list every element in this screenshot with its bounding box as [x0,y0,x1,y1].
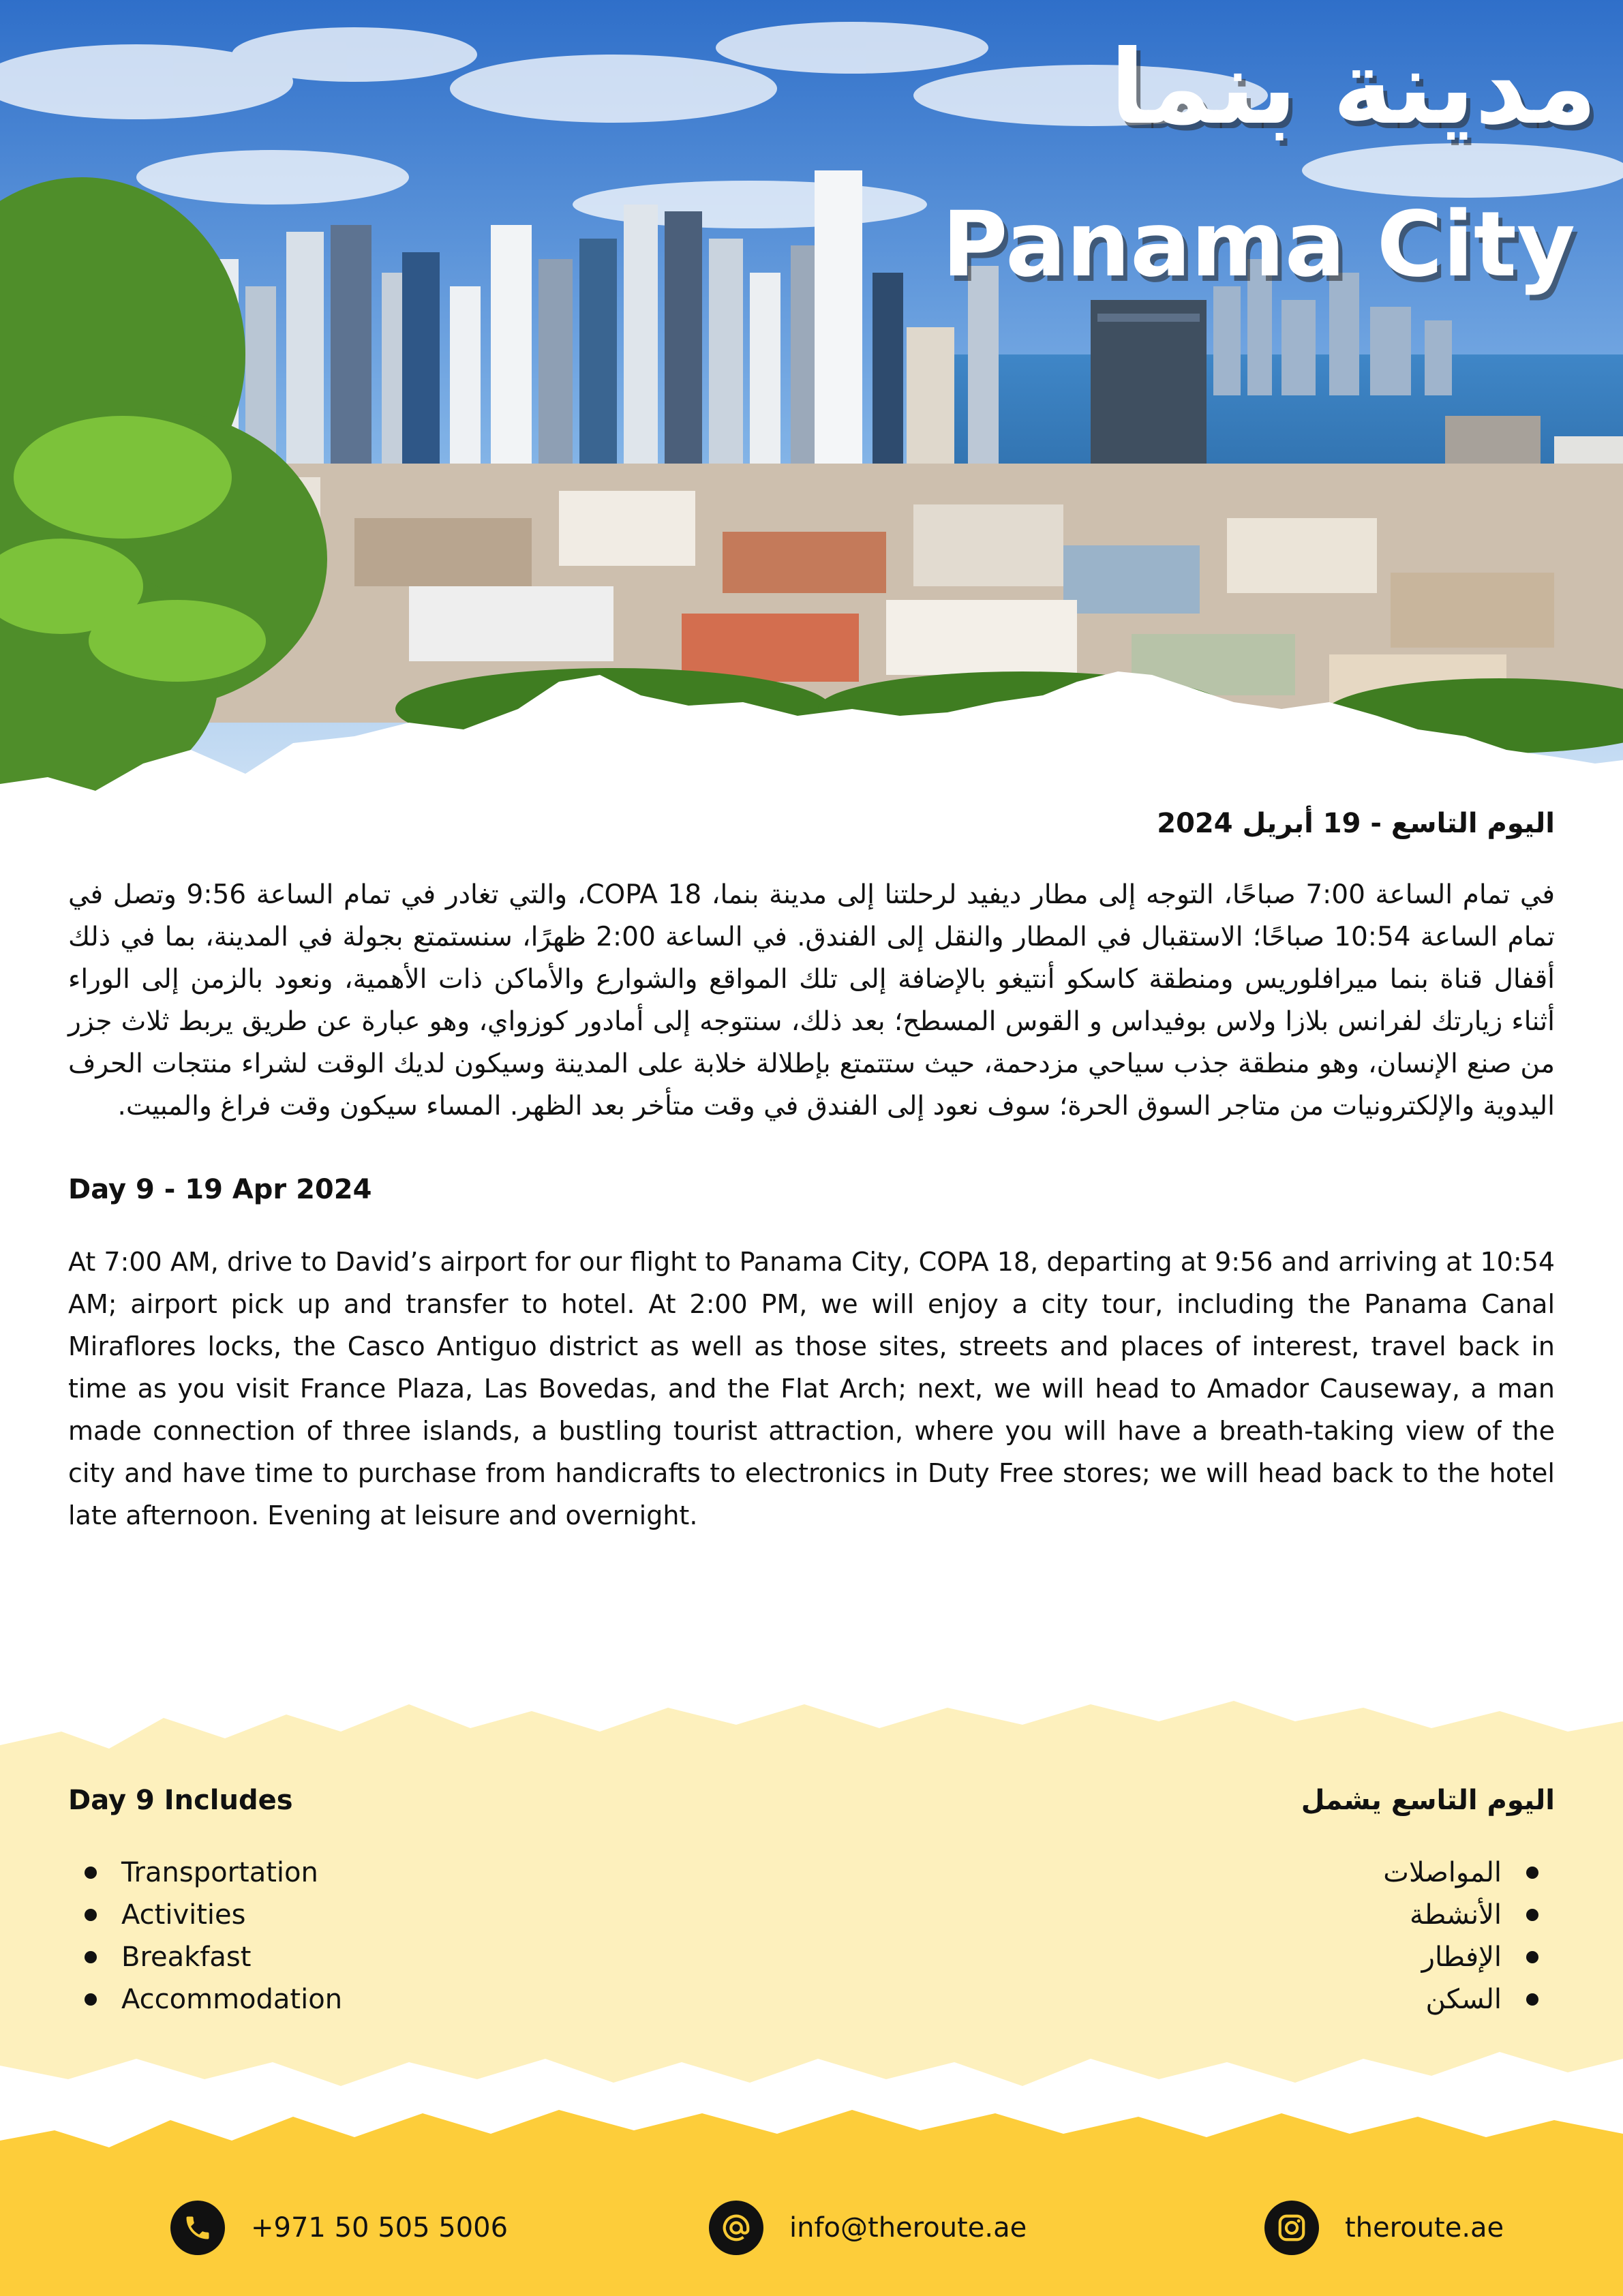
bullet-icon [1526,1909,1538,1921]
title-english: Panama City [941,192,1575,297]
contact-email[interactable] [709,2201,1027,2255]
include-item-label: الإفطار [1421,1942,1502,1973]
bullet-icon [1526,1867,1538,1879]
instagram-icon [1264,2201,1319,2255]
include-item-label: Transportation [121,1857,318,1888]
include-item-label: الأنشطة [1410,1899,1502,1931]
includes-title-english: Day 9 Includes [68,1785,293,1816]
hero-cityscape-image [0,0,1623,804]
list-item [85,1894,342,1936]
includes-list-arabic [1383,1852,1538,2021]
include-item-label: Breakfast [121,1942,252,1973]
includes-title-arabic: اليوم التاسع يشمل [1301,1785,1555,1816]
includes-list-english [85,1852,342,2021]
bullet-icon [85,1909,97,1921]
day-description-english: At 7:00 AM, drive to David’s airport for our flight to Panama City, COPA 18, departing at 9:56 and arriving at 10:54 AM; airport pick up and transfer to hotel. At 2:00 PM, we will enjoy a city tour, including the Panama Canal Miraflores locks, the Casco Antiguo district as well as those sites, streets and places of interest, travel back in time as you visit France Plaza, Las Bovedas, and the Flat Arch; next, we will head to Amador Causeway, a man made connection of three islands, a bustling tourist attraction, where you will have a breath-taking view of the city and have time to purchase from handicrafts to electronics in Duty Free stores; we will head back to the hotel late afternoon. Evening at leisure and overnight. [68,1247,1555,1530]
list-item [85,1978,342,2021]
list-item [1383,1894,1538,1936]
include-item-label: Activities [121,1899,246,1931]
list-item [85,1936,342,1978]
title-arabic: مدينة بنما [1110,29,1597,147]
at-sign-icon [709,2201,763,2255]
bullet-icon [1526,1951,1538,1963]
include-item-label: السكن [1425,1984,1502,2015]
list-item [1383,1978,1538,2021]
website-handle: theroute.ae [1345,2212,1504,2244]
list-item [85,1852,342,1894]
list-item [1383,1936,1538,1978]
include-item-label: المواصلات [1383,1857,1502,1888]
email-address: info@theroute.ae [789,2212,1027,2244]
bullet-icon [85,1951,97,1963]
bullet-icon [85,1993,97,2006]
phone-number: +971 50 505 5006 [251,2212,509,2244]
include-item-label: Accommodation [121,1984,343,2015]
bullet-icon [1526,1993,1538,2006]
phone-icon [170,2201,225,2255]
contact-phone[interactable] [170,2201,508,2255]
day-description-arabic: في تمام الساعة 7:00 صباحًا، التوجه إلى مطار ديفيد لرحلتنا إلى مدينة بنما، COPA 18، والتي تغادر في تمام الساعة 9:56 وتصل في تمام الساعة 10:54 صباحًا؛ الاستقبال في المطار والنقل إلى الفندق. في الساعة 2:00 ظهرًا، سنستمتع بجولة في المدينة، بما في ذلك أقفال قناة بنما ميرافلوريس ومنطقة كاسكو أنتيغو بالإضافة إلى تلك المواقع والشوارع والأماكن ذات الأهمية، ونعود بالزمن إلى الوراء أثناء زيارتك لفرانس بلازا ولاس بوفيداس و القوس المسطح؛ بعد ذلك، سنتوجه إلى أمادور كوزواي، وهو عبارة عن طريق يربط ثلاث جزر من صنع الإنسان، وهو منطقة جذب سياحي مزدحمة، حيث ستتمتع بإطلالة خلابة على المدينة وسيكون لديك الوقت لشراء منتجات الحرف اليدوية والإلكترونيات من متاجر السوق الحرة؛ سوف نعود إلى الفندق في وقت متأخر بعد الظهر. المساء سيكون وقت فراغ والمبيت. [68,879,1556,1121]
list-item [1383,1852,1538,1894]
day-heading-arabic: اليوم التاسع - 19 أبريل 2024 [1157,808,1555,839]
footer-background [0,2100,1623,2296]
contact-instagram[interactable] [1264,2201,1504,2255]
bullet-icon [85,1867,97,1879]
day-heading-english: Day 9 - 19 Apr 2024 [68,1174,372,1205]
